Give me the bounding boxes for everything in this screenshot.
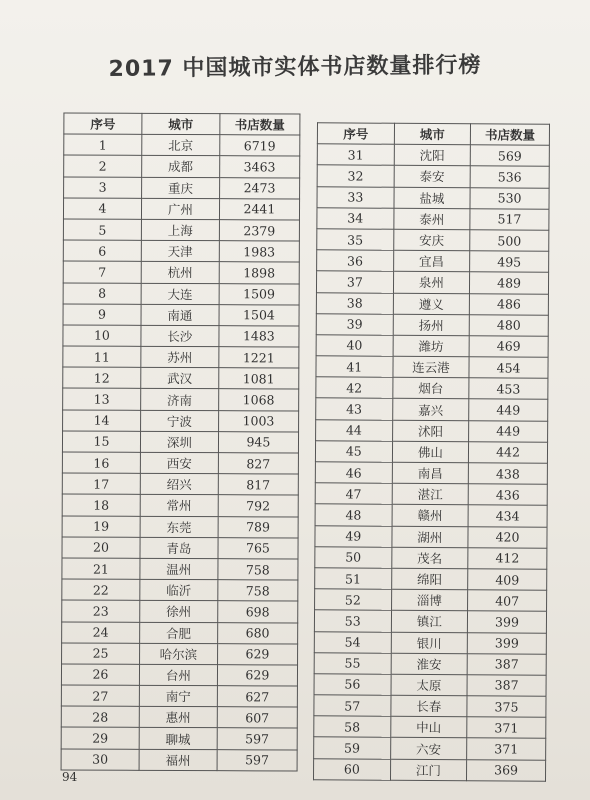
cell-city: 长春 [391, 695, 468, 717]
cell-count: 495 [470, 251, 549, 273]
table-row [61, 706, 297, 728]
table-row [314, 610, 546, 633]
cell-city: 南昌 [392, 462, 469, 484]
ranking-table-left [61, 112, 301, 771]
ranking-table-right [313, 122, 550, 781]
cell-city: 绍兴 [140, 474, 218, 496]
cell-count: 1068 [218, 389, 298, 411]
table-row [315, 589, 547, 612]
cell-count: 449 [469, 399, 548, 421]
cell-count: 517 [470, 208, 549, 230]
cell-count: 454 [469, 357, 548, 379]
table-row [62, 558, 298, 580]
cell-count: 1003 [218, 410, 298, 432]
table-row [63, 325, 299, 347]
cell-rank: 50 [315, 547, 392, 569]
cell-city: 宁波 [140, 410, 218, 432]
cell-rank: 36 [317, 250, 394, 272]
cell-count: 449 [469, 420, 548, 442]
cell-rank: 22 [62, 579, 140, 601]
cell-rank: 51 [315, 568, 392, 590]
table-row [316, 356, 548, 379]
cell-count: 945 [218, 431, 298, 453]
table-row [314, 631, 546, 654]
cell-count: 792 [218, 495, 298, 517]
cell-rank: 57 [314, 695, 391, 717]
table-row [314, 695, 546, 718]
cell-count: 1081 [219, 368, 299, 390]
cell-city: 广州 [141, 198, 219, 220]
table-row [315, 441, 547, 464]
cell-rank: 38 [316, 292, 393, 314]
table-row [317, 144, 549, 167]
cell-rank: 33 [317, 186, 394, 208]
cell-count: 434 [468, 505, 547, 527]
cell-rank: 30 [61, 749, 139, 771]
cell-rank: 4 [63, 198, 141, 220]
table-row [317, 186, 549, 209]
page-number: 94 [62, 770, 78, 784]
cell-city: 台州 [139, 664, 217, 686]
cell-rank: 60 [313, 758, 390, 780]
cell-count: 2441 [219, 198, 299, 220]
cell-city: 上海 [141, 219, 219, 241]
header-city: 城市 [142, 113, 220, 135]
cell-city: 嘉兴 [392, 399, 469, 421]
cell-rank: 17 [62, 473, 140, 495]
cell-city: 杭州 [141, 262, 219, 284]
table-row [314, 652, 546, 675]
cell-city: 聊城 [139, 728, 217, 750]
cell-city: 盐城 [394, 187, 471, 209]
table-row [316, 271, 548, 294]
cell-city: 镇江 [391, 611, 468, 633]
table-row [314, 674, 546, 697]
cell-rank: 52 [315, 589, 392, 611]
cell-rank: 12 [63, 367, 141, 389]
cell-rank: 55 [314, 652, 391, 674]
cell-count: 489 [470, 272, 549, 294]
table-row [315, 504, 547, 527]
table-row [63, 219, 299, 241]
cell-rank: 26 [61, 664, 139, 686]
table-row [61, 685, 297, 707]
cell-city: 武汉 [141, 368, 219, 390]
cell-count: 399 [468, 611, 547, 633]
cell-city: 长沙 [141, 325, 219, 347]
cell-city: 惠州 [139, 707, 217, 729]
cell-rank: 59 [314, 737, 391, 759]
cell-rank: 43 [316, 398, 393, 420]
cell-count: 627 [217, 686, 297, 708]
cell-rank: 6 [63, 240, 141, 262]
cell-rank: 44 [316, 419, 393, 441]
cell-rank: 16 [62, 452, 140, 474]
cell-rank: 10 [63, 325, 141, 347]
cell-count: 369 [467, 759, 546, 781]
cell-city: 江门 [390, 759, 467, 781]
cell-city: 温州 [140, 558, 218, 580]
cell-city: 烟台 [392, 378, 469, 400]
cell-rank: 39 [316, 313, 393, 335]
page-title: 2017 中国城市实体书店数量排行榜 [108, 53, 482, 82]
cell-rank: 19 [62, 516, 140, 538]
cell-count: 629 [217, 643, 297, 665]
cell-count: 469 [469, 336, 548, 358]
cell-city: 成都 [142, 156, 220, 178]
cell-city: 大连 [141, 283, 219, 305]
cell-city: 泉州 [393, 272, 470, 294]
cell-city: 泰州 [393, 208, 470, 230]
cell-count: 680 [217, 622, 297, 644]
table-row [63, 304, 299, 326]
cell-city: 沭阳 [392, 420, 469, 442]
table-row [316, 377, 548, 400]
cell-city: 北京 [142, 135, 220, 157]
cell-city: 佛山 [392, 441, 469, 463]
cell-count: 486 [469, 293, 548, 315]
table-row [63, 388, 299, 410]
cell-rank: 25 [62, 643, 140, 665]
cell-rank: 23 [62, 600, 140, 622]
table-row [63, 346, 299, 368]
table-row [62, 473, 298, 495]
cell-city: 徐州 [140, 601, 218, 623]
table-row [62, 516, 298, 538]
cell-city: 银川 [391, 632, 468, 654]
header-count: 书店数量 [220, 114, 300, 136]
cell-rank: 47 [315, 483, 392, 505]
cell-count: 629 [217, 665, 297, 687]
cell-rank: 35 [317, 229, 394, 251]
header-rank: 序号 [317, 123, 394, 145]
cell-rank: 28 [61, 706, 139, 728]
cell-count: 698 [218, 601, 298, 623]
table-row [315, 525, 547, 548]
cell-city: 淮安 [391, 653, 468, 675]
cell-rank: 21 [62, 558, 140, 580]
table-row [64, 177, 300, 199]
table-row [61, 727, 297, 749]
cell-rank: 3 [64, 177, 142, 199]
cell-rank: 18 [62, 494, 140, 516]
cell-city: 福州 [139, 749, 217, 771]
table-row [61, 749, 297, 771]
table-row [315, 568, 547, 591]
cell-count: 789 [218, 516, 298, 538]
cell-city: 太原 [391, 674, 468, 696]
cell-count: 827 [218, 453, 298, 475]
cell-city: 中山 [390, 717, 467, 739]
cell-rank: 56 [314, 674, 391, 696]
cell-count: 1483 [219, 326, 299, 348]
cell-city: 潍坊 [393, 335, 470, 357]
table-row [62, 579, 298, 601]
cell-city: 泰安 [394, 166, 471, 188]
table-row [63, 367, 299, 389]
table-row [314, 737, 546, 760]
cell-city: 南宁 [139, 685, 217, 707]
cell-rank: 32 [317, 165, 394, 187]
table-row [63, 410, 299, 432]
cell-rank: 29 [61, 727, 139, 749]
cell-rank: 41 [316, 356, 393, 378]
cell-count: 536 [470, 166, 549, 188]
cell-city: 南通 [141, 304, 219, 326]
table-row [62, 621, 298, 643]
table-row [313, 758, 545, 781]
cell-rank: 13 [63, 388, 141, 410]
cell-rank: 49 [315, 525, 392, 547]
cell-city: 沈阳 [394, 144, 471, 166]
cell-city: 绵阳 [391, 568, 468, 590]
cell-rank: 20 [62, 537, 140, 559]
table-row [315, 462, 547, 485]
cell-rank: 24 [62, 621, 140, 643]
cell-count: 758 [218, 580, 298, 602]
cell-count: 480 [469, 314, 548, 336]
cell-rank: 31 [317, 144, 394, 166]
cell-rank: 7 [63, 261, 141, 283]
header-city: 城市 [394, 123, 471, 145]
cell-rank: 34 [317, 208, 394, 230]
cell-rank: 37 [316, 271, 393, 293]
cell-city: 西安 [140, 452, 218, 474]
table-row [62, 537, 298, 559]
table-header-row [64, 113, 300, 135]
cell-city: 湛江 [392, 483, 469, 505]
header-count: 书店数量 [471, 124, 550, 146]
table-row [63, 261, 299, 283]
cell-city: 扬州 [393, 314, 470, 336]
cell-rank: 14 [63, 410, 141, 432]
cell-city: 青岛 [140, 537, 218, 559]
table-row [62, 494, 298, 516]
table-row [62, 643, 298, 665]
cell-count: 569 [470, 145, 549, 167]
cell-count: 817 [218, 474, 298, 496]
cell-count: 6719 [220, 135, 300, 157]
cell-city: 临沂 [140, 579, 218, 601]
table-row [63, 198, 299, 220]
cell-city: 深圳 [140, 431, 218, 453]
cell-city: 湖州 [392, 526, 469, 548]
cell-count: 1898 [219, 262, 299, 284]
cell-city: 合肥 [140, 622, 218, 644]
table-row [316, 292, 548, 315]
cell-count: 371 [467, 717, 546, 739]
cell-city: 重庆 [142, 177, 220, 199]
cell-rank: 46 [315, 462, 392, 484]
cell-rank: 48 [315, 504, 392, 526]
table-row [63, 282, 299, 304]
table-row [315, 547, 547, 570]
cell-count: 597 [217, 728, 297, 750]
cell-rank: 5 [63, 219, 141, 241]
cell-count: 2473 [219, 177, 299, 199]
cell-count: 412 [468, 547, 547, 569]
cell-count: 500 [470, 230, 549, 252]
table-row [62, 452, 298, 474]
table-row [316, 313, 548, 336]
cell-rank: 45 [315, 441, 392, 463]
cell-city: 连云港 [393, 356, 470, 378]
table-header-row [317, 123, 549, 146]
cell-count: 420 [468, 526, 547, 548]
cell-city: 遵义 [393, 293, 470, 315]
cell-rank: 53 [314, 610, 391, 632]
cell-count: 399 [467, 632, 546, 654]
cell-city: 哈尔滨 [139, 643, 217, 665]
cell-count: 436 [468, 484, 547, 506]
table-row [64, 155, 300, 177]
cell-city: 安庆 [393, 229, 470, 251]
cell-rank: 1 [64, 134, 142, 156]
table-row [317, 208, 549, 231]
cell-city: 茂名 [391, 547, 468, 569]
table-row [317, 250, 549, 273]
cell-count: 758 [218, 559, 298, 581]
cell-rank: 40 [316, 335, 393, 357]
cell-rank: 11 [63, 346, 141, 368]
cell-city: 宜昌 [393, 250, 470, 272]
cell-count: 442 [469, 442, 548, 464]
table-row [314, 716, 546, 739]
cell-count: 387 [467, 675, 546, 697]
cell-count: 1509 [219, 283, 299, 305]
cell-city: 淄博 [391, 589, 468, 611]
cell-count: 765 [218, 537, 298, 559]
table-row [316, 419, 548, 442]
cell-count: 597 [217, 749, 297, 771]
cell-rank: 15 [62, 431, 140, 453]
cell-rank: 27 [61, 685, 139, 707]
cell-rank: 2 [64, 155, 142, 177]
table-row [315, 483, 547, 506]
cell-city: 济南 [141, 389, 219, 411]
cell-city: 天津 [141, 240, 219, 262]
table-row [317, 229, 549, 252]
cell-rank: 42 [316, 377, 393, 399]
cell-city: 苏州 [141, 346, 219, 368]
cell-count: 1504 [219, 304, 299, 326]
cell-count: 371 [467, 738, 546, 760]
cell-count: 407 [468, 590, 547, 612]
table-row [61, 664, 297, 686]
table-row [317, 165, 549, 188]
cell-city: 常州 [140, 495, 218, 517]
cell-count: 375 [467, 696, 546, 718]
cell-city: 东莞 [140, 516, 218, 538]
cell-city: 赣州 [392, 505, 469, 527]
cell-count: 387 [467, 653, 546, 675]
cell-count: 3463 [219, 156, 299, 178]
cell-rank: 54 [314, 631, 391, 653]
cell-rank: 58 [314, 716, 391, 738]
table-row [316, 335, 548, 358]
table-row [62, 600, 298, 622]
cell-rank: 8 [63, 282, 141, 304]
cell-count: 1983 [219, 241, 299, 263]
cell-count: 530 [470, 187, 549, 209]
cell-rank: 9 [63, 304, 141, 326]
cell-count: 453 [469, 378, 548, 400]
table-row [316, 398, 548, 421]
cell-city: 六安 [390, 738, 467, 760]
cell-count: 438 [468, 463, 547, 485]
cell-count: 409 [468, 569, 547, 591]
header-rank: 序号 [64, 113, 142, 135]
cell-count: 2379 [219, 220, 299, 242]
table-row [64, 134, 300, 156]
cell-count: 607 [217, 707, 297, 729]
table-row [63, 240, 299, 262]
cell-count: 1221 [219, 347, 299, 369]
table-row [62, 431, 298, 453]
